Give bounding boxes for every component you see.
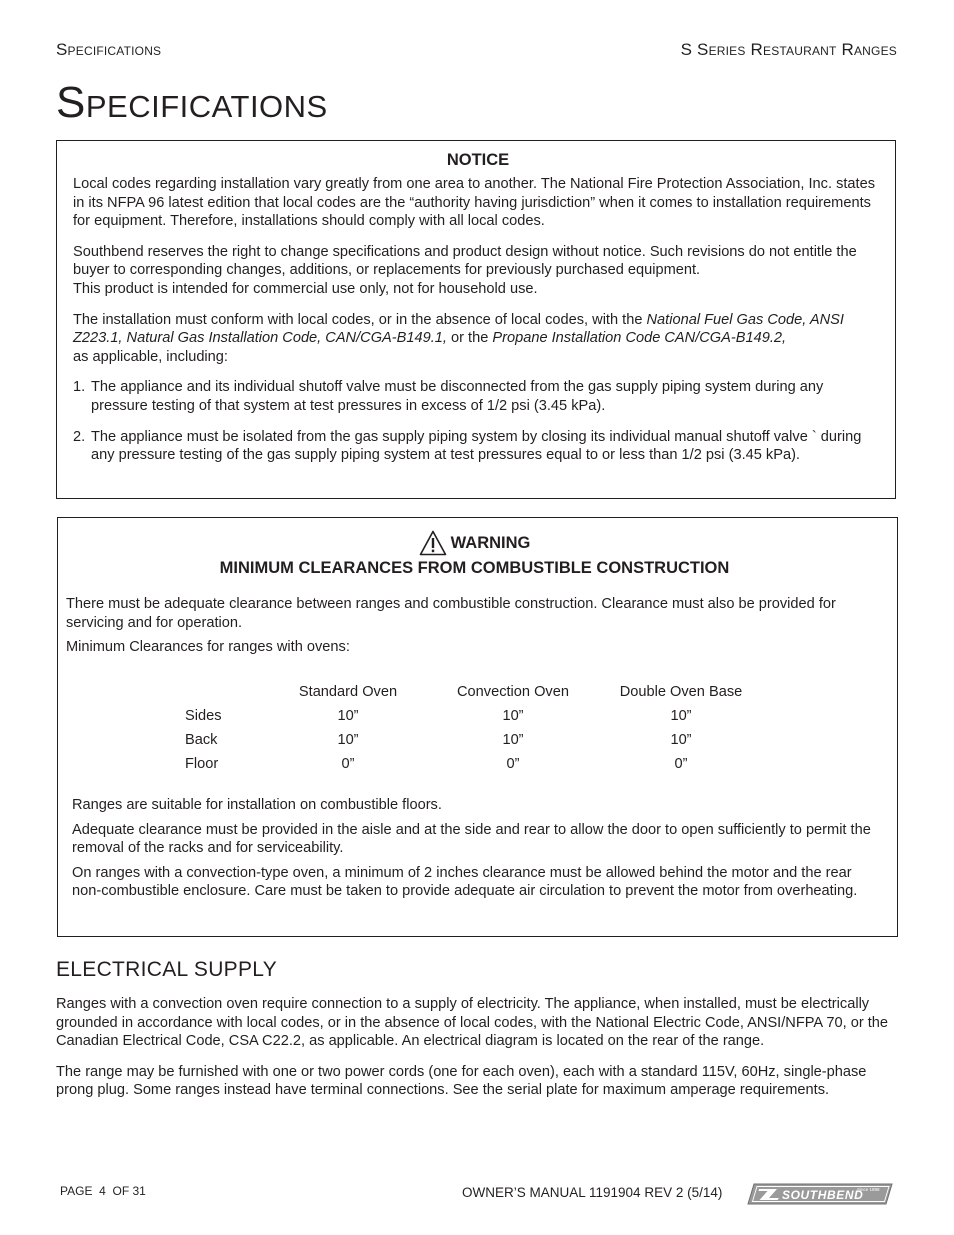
notice-changes-text: Southbend reserves the right to change specifications and product design without notice. Such revisions do not entitle the buyer to corresponding changes, additions, or replacements for previously purchased equipment. [73, 243, 857, 279]
row-label-back: Back [185, 731, 218, 748]
notice-list-item [73, 428, 883, 465]
column-header-convection-oven: Convection Oven [457, 683, 569, 700]
logo-since-text: Since 1898 [857, 1187, 880, 1192]
table-cell: 10” [337, 707, 359, 724]
warning-subtitle: MINIMUM CLEARANCES FROM COMBUSTIBLE CONSTRUCTION [219, 559, 730, 577]
list-item-number: 1. [73, 379, 86, 396]
table-cell: 10” [502, 707, 524, 724]
warning-box [57, 517, 898, 937]
electrical-paragraph-grounding: Ranges with a convection oven require connection to a supply of electricity. The appliance, when installed, must be electrically grounded in accordance with local codes, or in the absence of local codes, with the National Electric Code, ANSI/NFPA 70, or the Canadian Electrical Code, CSA C22.2, as applicable. An electrical diagram is located on the rear of the range. [56, 996, 889, 1050]
table-row [185, 752, 743, 776]
table-header-row [185, 680, 743, 704]
electrical-supply-heading: ELECTRICAL SUPPLY [56, 958, 278, 981]
conformance-text-c: or the [446, 330, 493, 347]
warning-header [66, 530, 883, 556]
notice-box [56, 140, 896, 499]
table-cell: 10” [670, 707, 692, 724]
conformance-text-a: The installation must conform with local codes, or in the absence of local codes, with the [73, 311, 647, 328]
table-cell: 0” [506, 755, 520, 772]
notice-list-item [73, 378, 883, 415]
page-total: OF 31 [112, 1184, 146, 1198]
electrical-supply-body [56, 995, 896, 1112]
page-title: Specifications [56, 78, 328, 127]
column-header-standard-oven: Standard Oven [298, 683, 398, 700]
list-item-number: 2. [73, 428, 86, 445]
notice-paragraph-conformance [73, 311, 883, 367]
notice-commercial-use-text: This product is intended for commercial use only, not for household use. [73, 280, 538, 297]
table-cell: 0” [674, 755, 688, 772]
notice-title: NOTICE [446, 151, 510, 169]
note-aisle-clearance: Adequate clearance must be provided in the aisle and at the side and rear to allow the door to open sufficiently to permit the removal of the racks and for serviceability. [72, 821, 871, 857]
row-label-sides: Sides [185, 707, 222, 724]
table-cell: 10” [502, 731, 524, 748]
list-item-text: The appliance and its individual shutoff valve must be disconnected from the gas supply piping system during any pressure testing of that system at test pressures in excess of 1/2 psi (3.45 kPa). [91, 379, 824, 414]
page-number: 4 [99, 1184, 106, 1198]
footer-manual-id: OWNER’S MANUAL 1191904 REV 2 (5/14) [462, 1185, 723, 1200]
clearance-table [185, 680, 743, 776]
table-cell: 10” [337, 731, 359, 748]
page-label: PAGE [60, 1184, 93, 1198]
table-row [185, 728, 743, 752]
conformance-code-list: National Fuel Gas Code, ANSI Z223.1, Natural Gas Installation Code, CAN/CGA-B149.1, [73, 311, 844, 347]
notice-paragraph-codes: Local codes regarding installation vary greatly from one area to another. The National Fire Protection Association, Inc. states in its NFPA 96 latest edition that local codes are the “authority having jurisdiction” when it comes to installation requirements for equipment. Therefore, installations should comply with all local codes. [73, 176, 876, 230]
electrical-paragraph-power-cords: The range may be furnished with one or two power cords (one for each oven), each with a standard 115V, 60Hz, single-phase prong plug. Some ranges instead have terminal connections. See the serial plate for maximum amperage requirements. [56, 1063, 867, 1099]
warning-title: WARNING [450, 534, 531, 552]
footer-page-number [60, 1184, 146, 1198]
header-document-title: S Series Restaurant Ranges [680, 40, 897, 59]
header-section-label: Specifications [56, 40, 162, 59]
warning-notes [72, 796, 883, 907]
notice-paragraph-changes [73, 243, 883, 299]
note-convection-motor: On ranges with a convection-type oven, a minimum of 2 inches clearance must be allowed behind the motor and the rear non-combustible enclosure. Care must be taken to provide adequate air circulation to prevent the motor from overheating. [72, 864, 858, 900]
logo-wordmark: SOUTHBEND [782, 1188, 864, 1202]
warning-paragraph-minimum: Minimum Clearances for ranges with ovens: [66, 639, 350, 656]
table-cell: 0” [341, 755, 355, 772]
row-label-floor: Floor [185, 755, 219, 772]
column-header-double-oven-base: Double Oven Base [619, 683, 743, 700]
conformance-propane-code: Propane Installation Code CAN/CGA-B149.2, [492, 330, 787, 347]
southbend-logo [746, 1183, 894, 1205]
warning-triangle-icon [419, 530, 447, 556]
table-cell: 10” [670, 731, 692, 748]
conformance-text-e: as applicable, including: [73, 348, 228, 365]
note-combustible-floors: Ranges are suitable for installation on combustible floors. [72, 797, 442, 813]
list-item-text: The appliance must be isolated from the gas supply piping system by closing its individual manual shutoff valve ` during any pressure testing of the gas supply piping system at test pressures equal to or less than 1/2 psi (3.45 kPa). [91, 428, 862, 464]
warning-paragraph-clearance: There must be adequate clearance between ranges and combustible construction. Clearance must also be provided for servicing and for operation. [66, 596, 836, 631]
table-row [185, 704, 743, 728]
